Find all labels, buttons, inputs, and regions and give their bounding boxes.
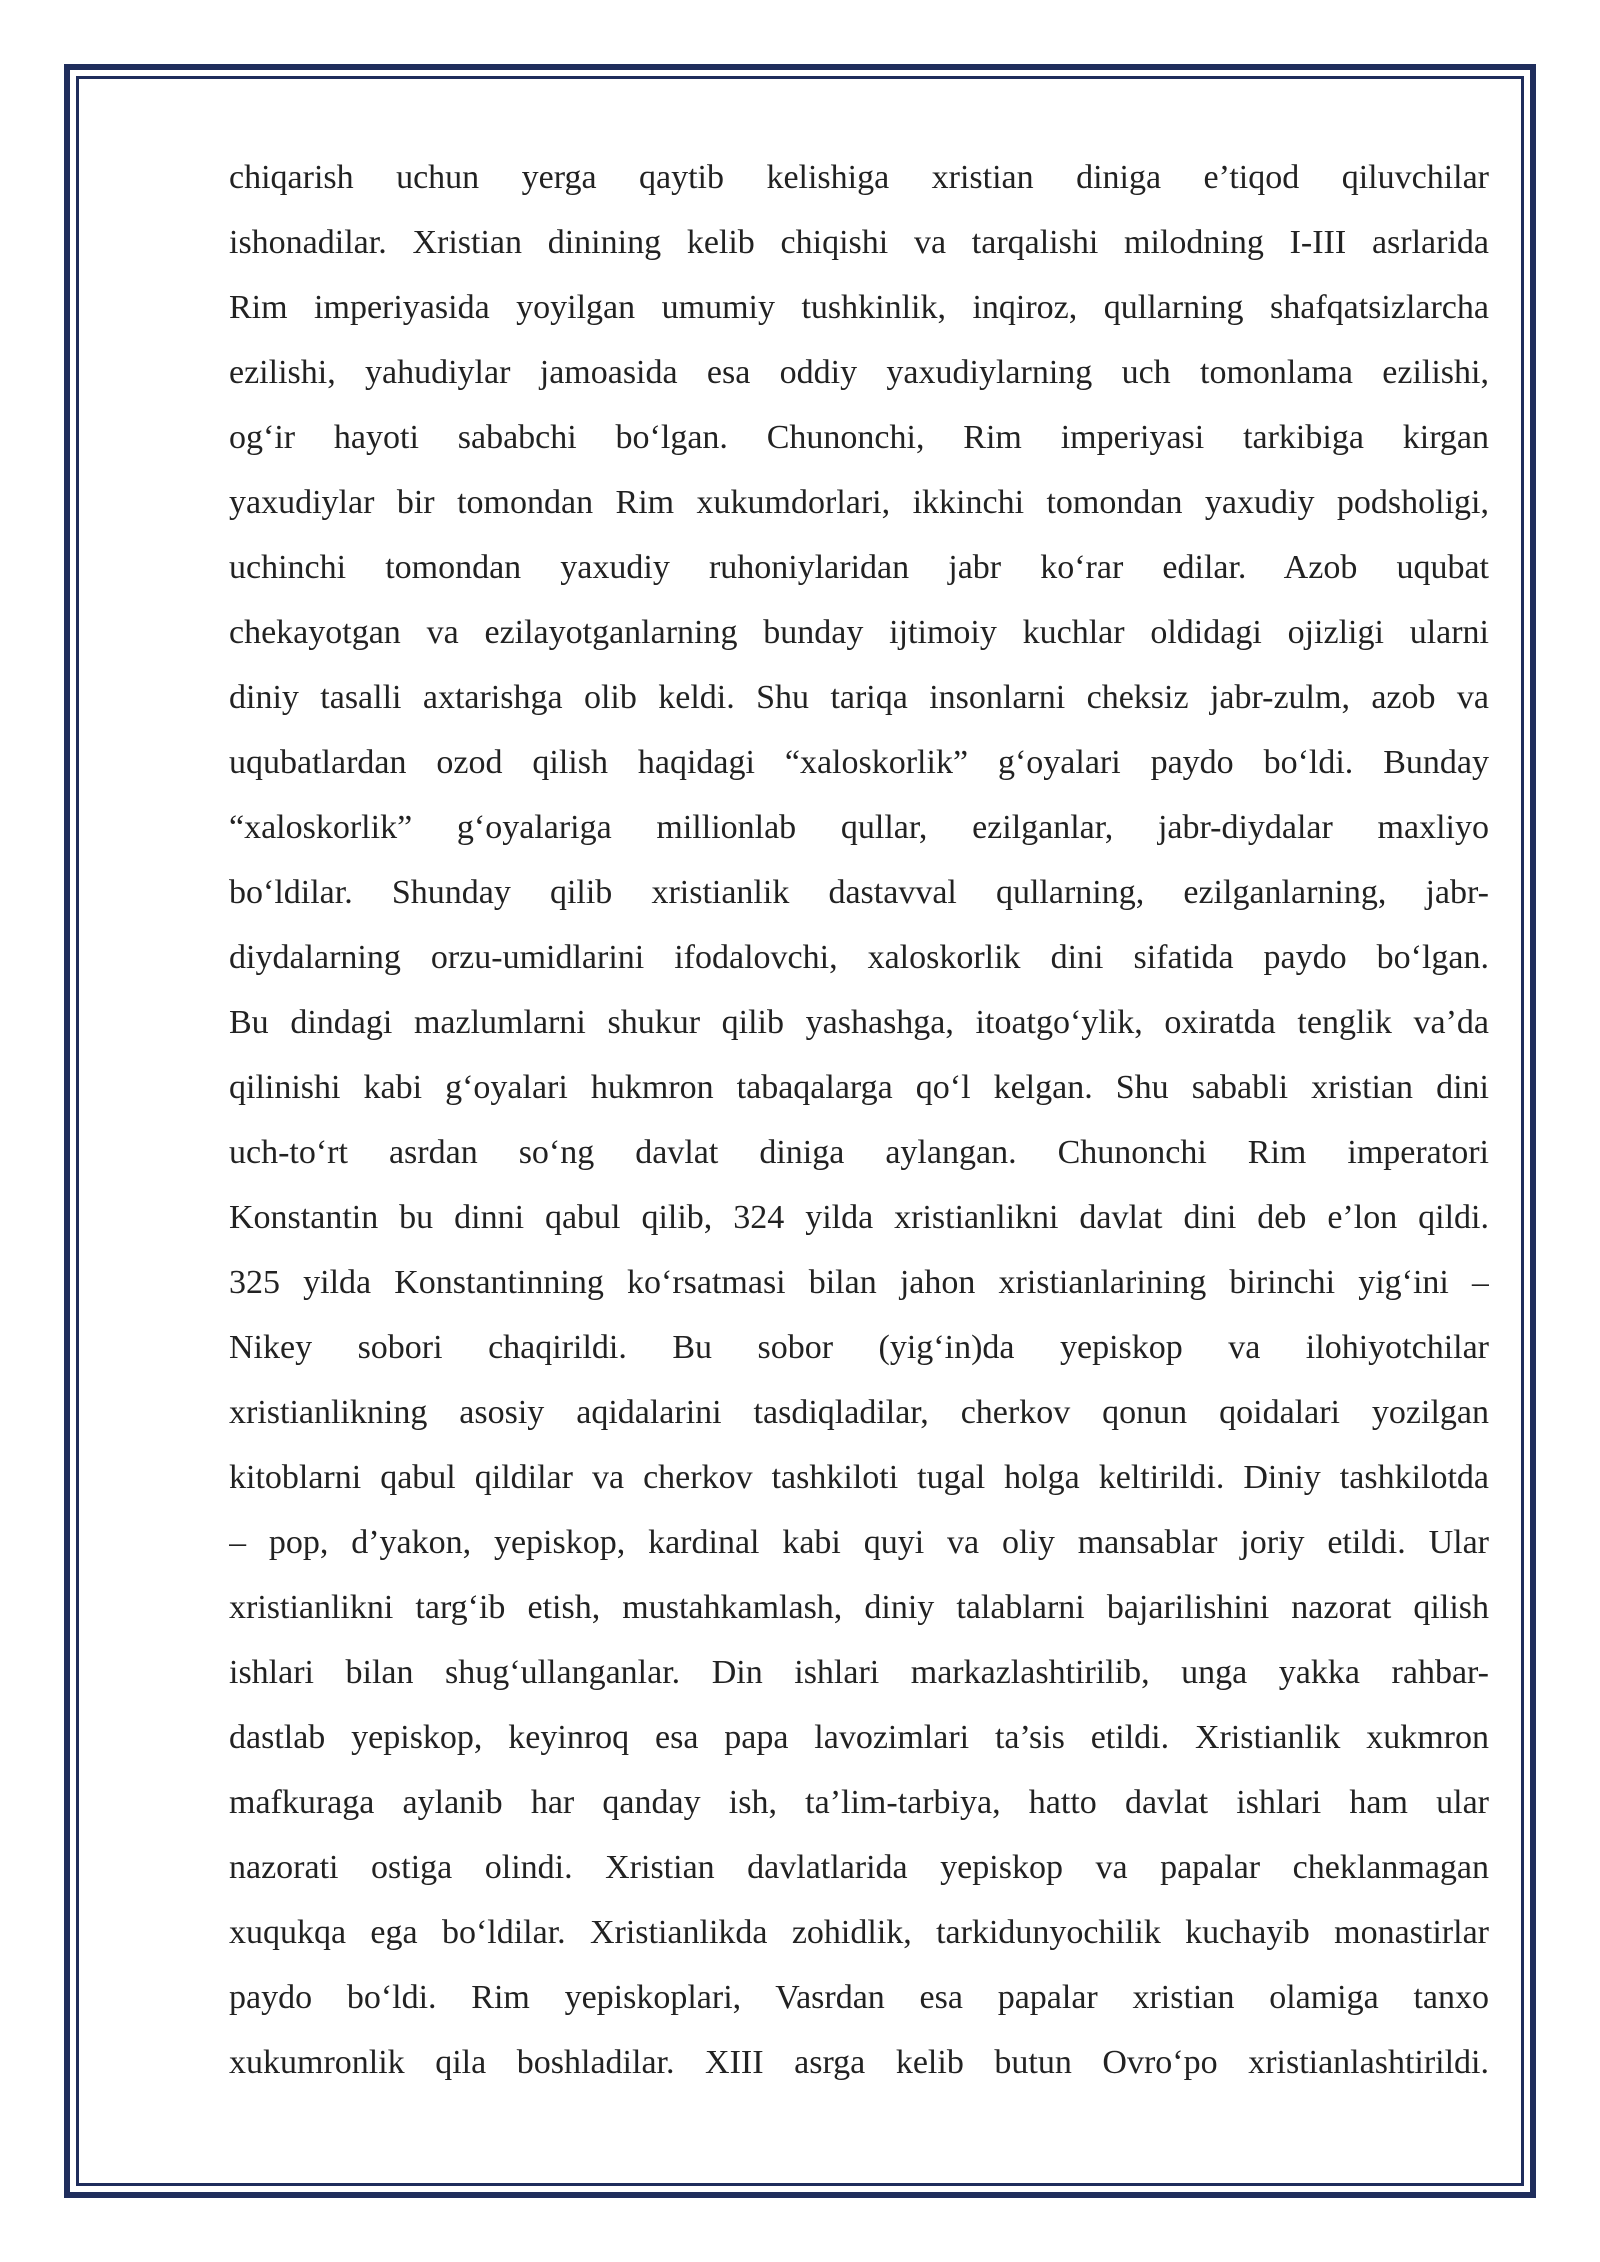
text-line: uch-to‘rt asrdan so‘ng davlat diniga aylangan. Chunonchi Rim imperatori (229, 1134, 1489, 1171)
text-line: ezilishi, yahudiylar jamoasida esa oddiy yaxudiylarning uch tomonlama ezilishi, (229, 354, 1489, 391)
text-line: uqubatlardan ozod qilish haqidagi “xaloskorlik” g‘oyalari paydo bo‘ldi. Bunday (229, 744, 1489, 781)
text-line: chiqarish uchun yerga qaytib kelishiga xristian diniga e’tiqod qiluvchilar (229, 159, 1489, 196)
text-line: Rim imperiyasida yoyilgan umumiy tushkinlik, inqiroz, qullarning shafqatsizlarcha (229, 289, 1489, 326)
text-line: diydalarning orzu-umidlarini ifodalovchi, xaloskorlik dini sifatida paydo bo‘lgan. (229, 939, 1489, 976)
text-line: ishlari bilan shug‘ullanganlar. Din ishlari markazlashtirilib, unga yakka rahbar- (229, 1654, 1489, 1691)
body-text (229, 145, 1489, 2095)
text-line: xukumronlik qila boshladilar. XIII asrga kelib butun Ovro‘po xristianlashtirildi. (229, 2044, 1489, 2081)
text-line: uchinchi tomondan yaxudiy ruhoniylaridan jabr ko‘rar edilar. Azob uqubat (229, 549, 1489, 586)
text-line: diniy tasalli axtarishga olib keldi. Shu tariqa insonlarni cheksiz jabr-zulm, azob va (229, 679, 1489, 716)
text-line: ishonadilar. Xristian dinining kelib chiqishi va tarqalishi milodning I-III asrlarida (229, 224, 1489, 261)
text-line: xuqukqa ega bo‘ldilar. Xristianlikda zohidlik, tarkidunyochilik kuchayib monastirlar (229, 1914, 1489, 1951)
text-line: bo‘ldilar. Shunday qilib xristianlik dastavval qullarning, ezilganlarning, jabr- (229, 874, 1489, 911)
text-line: qilinishi kabi g‘oyalari hukmron tabaqalarga qo‘l kelgan. Shu sababli xristian dini (229, 1069, 1489, 1106)
text-line: Bu dindagi mazlumlarni shukur qilib yashashga, itoatgo‘ylik, oxiratda tenglik va’da (229, 1004, 1489, 1041)
text-line: kitoblarni qabul qildilar va cherkov tashkiloti tugal holga keltirildi. Diniy tashkilotda (229, 1459, 1489, 1496)
text-line: Konstantin bu dinni qabul qilib, 324 yilda xristianlikni davlat dini deb e’lon qildi. (229, 1199, 1489, 1236)
text-line: xristianlikning asosiy aqidalarini tasdiqladilar, cherkov qonun qoidalari yozilgan (229, 1394, 1489, 1431)
text-line: dastlab yepiskop, keyinroq esa papa lavozimlari ta’sis etildi. Xristianlik xukmron (229, 1719, 1489, 1756)
text-line: Nikey sobori chaqirildi. Bu sobor (yig‘in)da yepiskop va ilohiyotchilar (229, 1329, 1489, 1366)
text-line: mafkuraga aylanib har qanday ish, ta’lim-tarbiya, hatto davlat ishlari ham ular (229, 1784, 1489, 1821)
text-line: chekayotgan va ezilayotganlarning bunday ijtimoiy kuchlar oldidagi ojizligi ularni (229, 614, 1489, 651)
text-line: – pop, d’yakon, yepiskop, kardinal kabi quyi va oliy mansablar joriy etildi. Ular (229, 1524, 1489, 1561)
text-line: og‘ir hayoti sababchi bo‘lgan. Chunonchi, Rim imperiyasi tarkibiga kirgan (229, 419, 1489, 456)
text-line: nazorati ostiga olindi. Xristian davlatlarida yepiskop va papalar cheklanmagan (229, 1849, 1489, 1886)
text-line: yaxudiylar bir tomondan Rim xukumdorlari, ikkinchi tomondan yaxudiy podsholigi, (229, 484, 1489, 521)
text-line: 325 yilda Konstantinning ko‘rsatmasi bilan jahon xristianlarining birinchi yig‘ini – (229, 1264, 1489, 1301)
text-line: xristianlikni targ‘ib etish, mustahkamlash, diniy talablarni bajarilishini nazorat qilish (229, 1589, 1489, 1626)
text-line: paydo bo‘ldi. Rim yepiskoplari, Vasrdan esa papalar xristian olamiga tanxo (229, 1979, 1489, 2016)
text-line: “xaloskorlik” g‘oyalariga millionlab qullar, ezilganlar, jabr-diydalar maxliyo (229, 809, 1489, 846)
